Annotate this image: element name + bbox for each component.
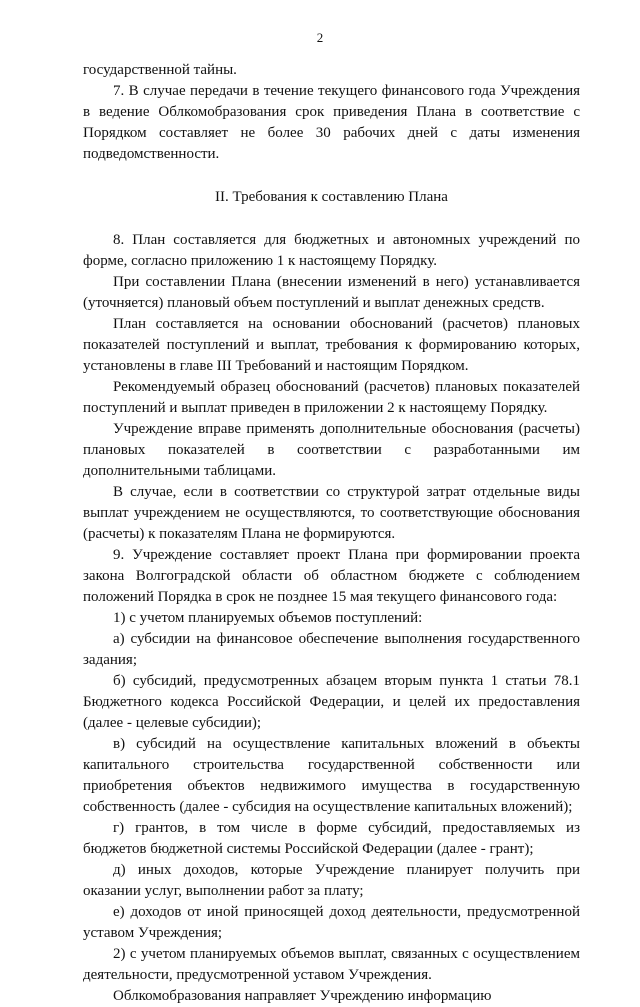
paragraph-truncated: Облкомобразования направляет Учреждению информацию xyxy=(113,988,492,1004)
paragraph: Учреждение вправе применять дополнительные обоснования (расчеты) плановых показателей в соответствии с разработанными им дополнительными таблицами. xyxy=(83,421,580,479)
paragraph-item-7: 7. В случае передачи в течение текущего финансового года Учреждения в ведение Облкомобразования срок приведения Плана в соответствие с Порядком составляет не более 30 рабочих дней с даты изменения подведомственности. xyxy=(83,83,580,162)
paragraph: При составлении Плана (внесении изменений в него) устанавливается (уточняется) плановый объем поступлений и выплат денежных средств. xyxy=(83,274,580,311)
list-item: е) доходов от иной приносящей доход деятельности, предусмотренной уставом Учреждения; xyxy=(83,904,580,941)
list-item: д) иных доходов, которые Учреждение планирует получить при оказании услуг, выполнении работ за плату; xyxy=(83,862,580,899)
paragraph-continuation: государственной тайны. xyxy=(83,62,237,78)
paragraph-item-8: 8. План составляется для бюджетных и автономных учреждений по форме, согласно приложению 1 к настоящему Порядку. xyxy=(83,232,580,269)
page-number: 2 xyxy=(316,30,324,45)
section-heading: II. Требования к составлению Плана xyxy=(215,189,448,205)
list-item: в) субсидий на осуществление капитальных вложений в объекты капитального строительства государственной собственности или приобретения объектов недвижимого имущества в государственную собственность (далее - субсидия на осуществление капитальных вложений); xyxy=(83,736,580,815)
paragraph: В случае, если в соответствии со структурой затрат отдельные виды выплат учреждением не осуществляются, то соответствующие обоснования (расчеты) к показателям Плана не формируются. xyxy=(83,484,580,542)
list-item: 2) с учетом планируемых объемов выплат, связанных с осуществлением деятельности, предусмотренной уставом Учреждения. xyxy=(83,946,580,983)
paragraph: Рекомендуемый образец обоснований (расчетов) плановых показателей поступлений и выплат приведен в приложении 2 к настоящему Порядку. xyxy=(83,379,580,416)
list-item: г) грантов, в том числе в форме субсидий, предоставляемых из бюджетов бюджетной системы Российской Федерации (далее - грант); xyxy=(83,820,580,857)
list-item: 1) с учетом планируемых объемов поступлений: xyxy=(113,610,423,626)
paragraph: План составляется на основании обоснований (расчетов) плановых показателей поступлений и выплат, требования к формированию которых, установлены в главе III Требований и настоящим Порядком. xyxy=(83,316,580,374)
list-item: б) субсидий, предусмотренных абзацем вторым пункта 1 статьи 78.1 Бюджетного кодекса Российской Федерации, и целей их предоставления (далее - целевые субсидии); xyxy=(83,673,580,731)
paragraph-item-9: 9. Учреждение составляет проект Плана при формировании проекта закона Волгоградской области об областном бюджете с соблюдением положений Порядка в срок не позднее 15 мая текущего финансового года: xyxy=(83,547,580,605)
list-item: а) субсидии на финансовое обеспечение выполнения государственного задания; xyxy=(83,631,580,668)
document-body xyxy=(83,60,580,1007)
